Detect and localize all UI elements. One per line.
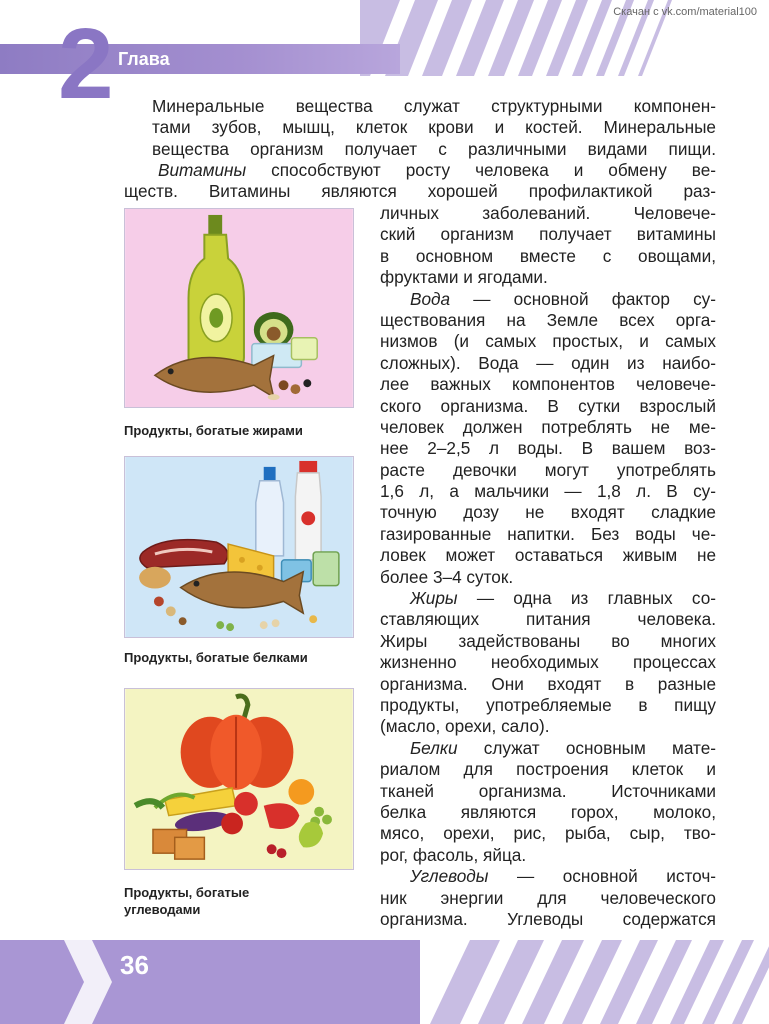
text-line: низмов (и самых простых, и самых bbox=[380, 331, 716, 352]
text-line: жизненно необходимых процессах bbox=[380, 652, 716, 673]
caption-carbs bbox=[124, 884, 249, 918]
proteins-illustration bbox=[124, 456, 354, 638]
text-line: Минеральные вещества служат структурными компонен- bbox=[152, 96, 716, 116]
text-line: организма. Они входят в разные bbox=[380, 673, 716, 694]
text-line: рог, фасоль, яйца. bbox=[380, 844, 527, 865]
text-line: расте девочки могут употреблять bbox=[380, 459, 716, 480]
carbs-illustration bbox=[124, 688, 354, 870]
intro-text bbox=[152, 96, 716, 160]
footer-stripes bbox=[0, 940, 769, 1024]
text-line: в основном вместе с овощами, bbox=[380, 245, 716, 266]
footer-band bbox=[0, 940, 769, 1024]
text-line: мясо, орехи, рис, рыба, сыр, тво- bbox=[380, 823, 716, 844]
term-vitamins: Витамины bbox=[158, 160, 247, 180]
text-line: личных заболеваний. Человече- bbox=[380, 203, 716, 223]
text-line: Белки служат основным мате- bbox=[410, 737, 716, 758]
text-line: человек должен потреблять не ме- bbox=[380, 416, 716, 437]
term-proteins: Белки bbox=[410, 737, 458, 758]
text-line: Жиры — одна из главных со- bbox=[410, 588, 716, 609]
caption-proteins: Продукты, богатые белками bbox=[124, 650, 308, 665]
fats-image bbox=[125, 209, 353, 407]
text-line: ского организма. В сутки взрослый bbox=[380, 395, 716, 416]
text-line: ществования на Земле всех орга- bbox=[380, 309, 716, 330]
text-line: ществ. Витамины являются хорошей профилактикой раз- bbox=[124, 181, 716, 202]
term-carbs: Углеводы bbox=[410, 866, 489, 887]
text-line: вещества организм получает с различными видами пищи. bbox=[152, 138, 716, 159]
caption-fats: Продукты, богатые жирами bbox=[124, 423, 303, 438]
text-line: лее важных компонентов человече- bbox=[380, 374, 716, 395]
page-number: 36 bbox=[120, 950, 149, 980]
text-line: (масло, орехи, сало). bbox=[380, 716, 550, 737]
text-line: Витамины способствуют росту человека и обмену ве- bbox=[158, 160, 716, 180]
text-line: Углеводы — основной источ- bbox=[410, 866, 716, 887]
text-line: ставляющих питания человека. bbox=[380, 609, 716, 630]
right-column-text bbox=[380, 203, 716, 930]
caption-carbs-line: углеводами bbox=[124, 902, 201, 917]
text-line: тами зубов, мышц, клеток крови и костей. Минеральные bbox=[152, 117, 716, 138]
text-line: фруктами и ягодами. bbox=[380, 267, 548, 288]
chapter-number: 2 bbox=[58, 8, 114, 120]
caption-carbs-line: Продукты, богатые bbox=[124, 885, 250, 900]
text-line: тканей организма. Источниками bbox=[380, 780, 716, 801]
text-line: Вода — основной фактор су- bbox=[410, 288, 716, 309]
chapter-title: Глава bbox=[118, 49, 170, 69]
text-line: организма. Углеводы содержатся bbox=[380, 908, 716, 929]
text-line: нее 2–2,5 л воды. В вашем воз- bbox=[380, 438, 716, 459]
term-water: Вода bbox=[410, 288, 451, 309]
text-line: 1,6 л, а мальчики — 1,8 л. В су- bbox=[380, 481, 716, 502]
text-line: более 3–4 суток. bbox=[380, 566, 514, 587]
text-line: продукты, употребляемые в пищу bbox=[380, 694, 716, 715]
carbs-image bbox=[125, 689, 353, 869]
text-line: риалом для построения клеток и bbox=[380, 759, 716, 780]
term-fats: Жиры bbox=[410, 588, 458, 609]
text-line: сложных). Вода — один из наибо- bbox=[380, 352, 716, 373]
fats-illustration bbox=[124, 208, 354, 408]
vitamins-text bbox=[124, 160, 716, 203]
proteins-image bbox=[125, 457, 353, 637]
text-line: ник энергии для человеческого bbox=[380, 887, 716, 908]
text-line: белка являются горох, молоко, bbox=[380, 801, 716, 822]
text-line: точную дозу не входят сладкие bbox=[380, 502, 716, 523]
watermark: Скачан с vk.com/material100 bbox=[613, 6, 757, 18]
text-line: ловек может оставаться живым не bbox=[380, 545, 716, 566]
text-line: газированные напитки. Без воды че- bbox=[380, 523, 716, 544]
text-line: ский организм получает витамины bbox=[380, 224, 716, 245]
text-line: Жиры задействованы во многих bbox=[380, 630, 716, 651]
